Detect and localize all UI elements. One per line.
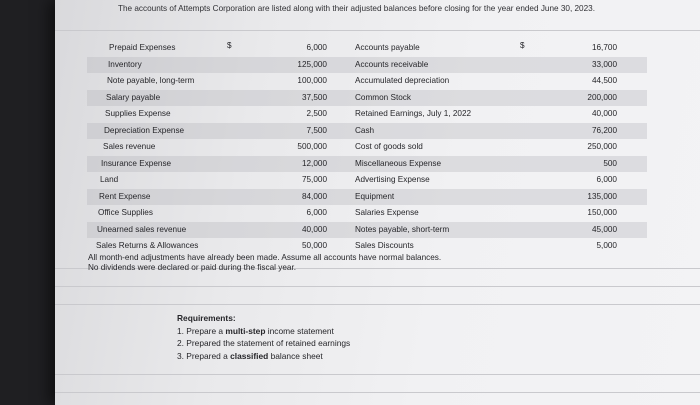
table-row <box>87 172 647 188</box>
left-account-value: 100,000 <box>297 76 327 85</box>
table-row <box>87 123 647 139</box>
adjustments-note <box>88 253 568 273</box>
right-account-value: 40,000 <box>591 109 617 118</box>
table-row <box>87 189 647 205</box>
left-account-name: Office Supplies <box>98 208 153 217</box>
table-row <box>87 106 647 122</box>
right-account-name: Common Stock <box>355 92 411 102</box>
table-row <box>87 156 647 172</box>
left-account-value: 7,500 <box>306 125 327 135</box>
right-account-name: Accounts receivable <box>355 59 429 69</box>
left-account-name: Unearned sales revenue <box>97 224 187 234</box>
left-account-name: Insurance Expense <box>101 158 172 168</box>
table-row <box>87 205 647 221</box>
left-account-value: 50,000 <box>301 241 327 250</box>
right-account-value: 33,000 <box>591 59 617 69</box>
right-account-value: 200,000 <box>587 92 617 102</box>
note-line-2: No dividends were declared or paid during the fiscal year. <box>88 263 296 272</box>
left-account-value: 2,500 <box>306 109 327 118</box>
left-account-value: 12,000 <box>301 158 327 168</box>
right-account-value: 135,000 <box>587 191 617 201</box>
right-account-value: 250,000 <box>587 142 617 151</box>
right-account-value: 500 <box>603 158 617 168</box>
left-account-name: Salary payable <box>106 92 161 102</box>
requirement-2: 2. Prepared the statement of retained earnings <box>177 338 351 348</box>
table-row <box>87 40 647 56</box>
right-account-name: Retained Earnings, July 1, 2022 <box>355 109 472 118</box>
right-account-name: Sales Discounts <box>355 241 414 250</box>
right-account-name: Equipment <box>355 191 395 201</box>
table-row <box>87 139 647 155</box>
left-account-value: 500,000 <box>297 142 327 151</box>
left-account-value: 6,000 <box>306 208 327 217</box>
left-account-value: 37,500 <box>301 92 327 102</box>
left-account-name: Depreciation Expense <box>104 125 185 135</box>
left-account-name: Prepaid Expenses <box>109 43 176 52</box>
table-row <box>87 238 647 254</box>
right-account-value: 6,000 <box>596 175 617 184</box>
right-account-name: Miscellaneous Expense <box>355 158 442 168</box>
right-account-value: 45,000 <box>591 224 617 234</box>
left-dollar-sign: $ <box>227 41 232 50</box>
table-row <box>87 73 647 89</box>
requirements-block <box>177 312 350 362</box>
account-balances-table <box>87 36 647 250</box>
right-account-name: Advertising Expense <box>355 175 430 184</box>
left-account-name: Note payable, long-term <box>107 76 195 85</box>
left-account-name: Supplies Expense <box>105 109 171 118</box>
left-account-value: 75,000 <box>301 175 327 184</box>
table-row <box>87 90 647 106</box>
right-account-name: Cash <box>355 125 375 135</box>
right-account-value: 44,500 <box>591 76 617 85</box>
left-account-name: Land <box>100 175 119 184</box>
right-account-name: Salaries Expense <box>355 208 419 217</box>
requirements-title: Requirements: <box>177 313 236 323</box>
note-line-1: All month-end adjustments have already been made. Assume all accounts have normal balances. <box>88 253 442 262</box>
left-account-value: 40,000 <box>301 224 327 234</box>
left-account-name: Inventory <box>108 59 142 69</box>
left-account-value: 125,000 <box>297 59 327 69</box>
table-row <box>87 222 647 238</box>
requirement-3: 3. Prepared a classified balance sheet <box>177 350 323 361</box>
right-dollar-sign: $ <box>520 41 525 50</box>
right-account-value: 16,700 <box>591 43 617 52</box>
intro-text: The accounts of Attempts Corporation are listed along with their adjusted balances before closing for the year ended June 30, 2023. <box>118 4 595 13</box>
right-account-name: Accounts payable <box>355 43 420 52</box>
left-account-value: 84,000 <box>301 191 327 201</box>
left-account-name: Sales Returns & Allowances <box>96 241 199 250</box>
right-account-value: 5,000 <box>596 241 617 250</box>
left-account-name: Rent Expense <box>99 191 151 201</box>
right-account-name: Accumulated depreciation <box>355 76 450 85</box>
table-row <box>87 57 647 73</box>
right-account-value: 150,000 <box>587 208 617 217</box>
worksheet-paper <box>55 0 700 405</box>
right-account-name: Cost of goods sold <box>355 142 423 151</box>
right-account-value: 76,200 <box>591 125 617 135</box>
requirement-1: 1. Prepare a multi-step income statement <box>177 325 334 336</box>
left-account-value: 6,000 <box>306 43 327 52</box>
right-account-name: Notes payable, short-term <box>355 224 450 234</box>
left-account-name: Sales revenue <box>103 142 156 151</box>
